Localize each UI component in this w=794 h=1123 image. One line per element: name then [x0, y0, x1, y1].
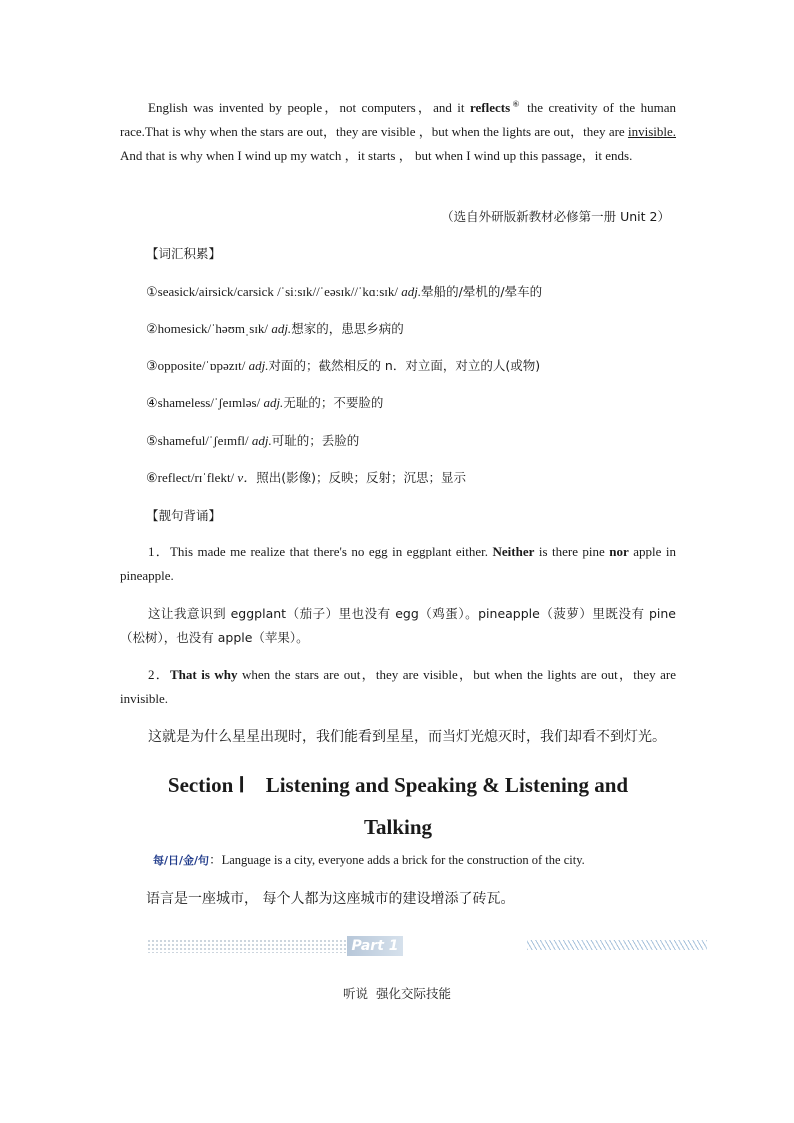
footnote-mark: ⑥ [510, 99, 522, 109]
vocab-item: ③opposite/ˈɒpəzɪt/ adj.对面的；截然相反的 n．对立面，对立的人(或物) [146, 358, 541, 373]
dotted-decoration [147, 939, 347, 953]
part-subtitle: 听说 强化交际技能 [343, 986, 451, 1001]
sentence-item [120, 540, 676, 588]
sentence-english: 2．That is why when the stars are out，they are visible，but when the lights are out，they are invisible. [120, 667, 676, 706]
daily-quote-translation: 语言是一座城市， 每个人都为这座城市的建设增添了砖瓦。 [146, 891, 515, 907]
hatched-decoration [527, 940, 707, 950]
passage [120, 96, 676, 168]
vocab-item: ②homesick/ˈhəʊmˌsɪk/ adj.想家的，患思乡病的 [146, 321, 404, 336]
source-note: （选自外研版新教材必修第一册 Unit 2） [441, 209, 670, 224]
sentence-translation: 这让我意识到 eggplant（茄子）里也没有 egg（鸡蛋）。pineapple（菠萝）里既没有 pine（松树），也没有 apple（苹果）。 [120, 606, 676, 645]
sentence-heading: 【靓句背诵】 [146, 508, 222, 523]
vocab-heading: 【词汇积累】 [146, 246, 222, 261]
sentence-english: 1．This made me realize that there's no egg in eggplant either. Neither is there pine nor apple in pineapple. [120, 544, 676, 583]
daily-quote-label: 每/日/金/句 [153, 854, 210, 867]
vocab-item: ⑤shameful/ˈʃeɪmfl/ adj.可耻的；丢脸的 [146, 433, 360, 448]
underlined-word: invisible. [627, 124, 676, 139]
part-banner [147, 936, 707, 956]
daily-quote: 每/日/金/句：Language is a city, everyone adds a brick for the construction of the city. [153, 853, 585, 867]
section-title: Section Ⅰ Listening and Speaking & Listening and [167, 773, 629, 797]
sentence-translation: 这就是为什么星星出现时，我们能看到星星，而当灯光熄灭时，我们却看不到灯光。 [148, 729, 666, 745]
vocab-item: ④shameless/ˈʃeɪmləs/ adj.无耻的；不要脸的 [146, 395, 384, 410]
section-title-cont: Talking [363, 815, 433, 839]
vocab-item: ①seasick/airsick/carsick /ˈsiːsɪk//ˈeəsɪk//ˈkɑːsɪk/ adj.晕船的/晕机的/晕车的 [146, 284, 543, 299]
vocab-item: ⑥reflect/rɪˈflekt/ v．照出(影像)；反映；反射；沉思；显示 [146, 470, 466, 485]
sentence-item [120, 663, 676, 711]
highlight-word: reflects [469, 100, 511, 115]
passage-paragraph: English was invented by people，not computers，and it reflects⑥ the creativity of the human race.That is why when the stars are out，they are visible ，but when the lights are out，they are invisible. And that is why when I wind up my watch ，it starts ， but when I wind up this passage，it ends. [120, 99, 677, 163]
part-badge: Part 1 [347, 936, 403, 956]
